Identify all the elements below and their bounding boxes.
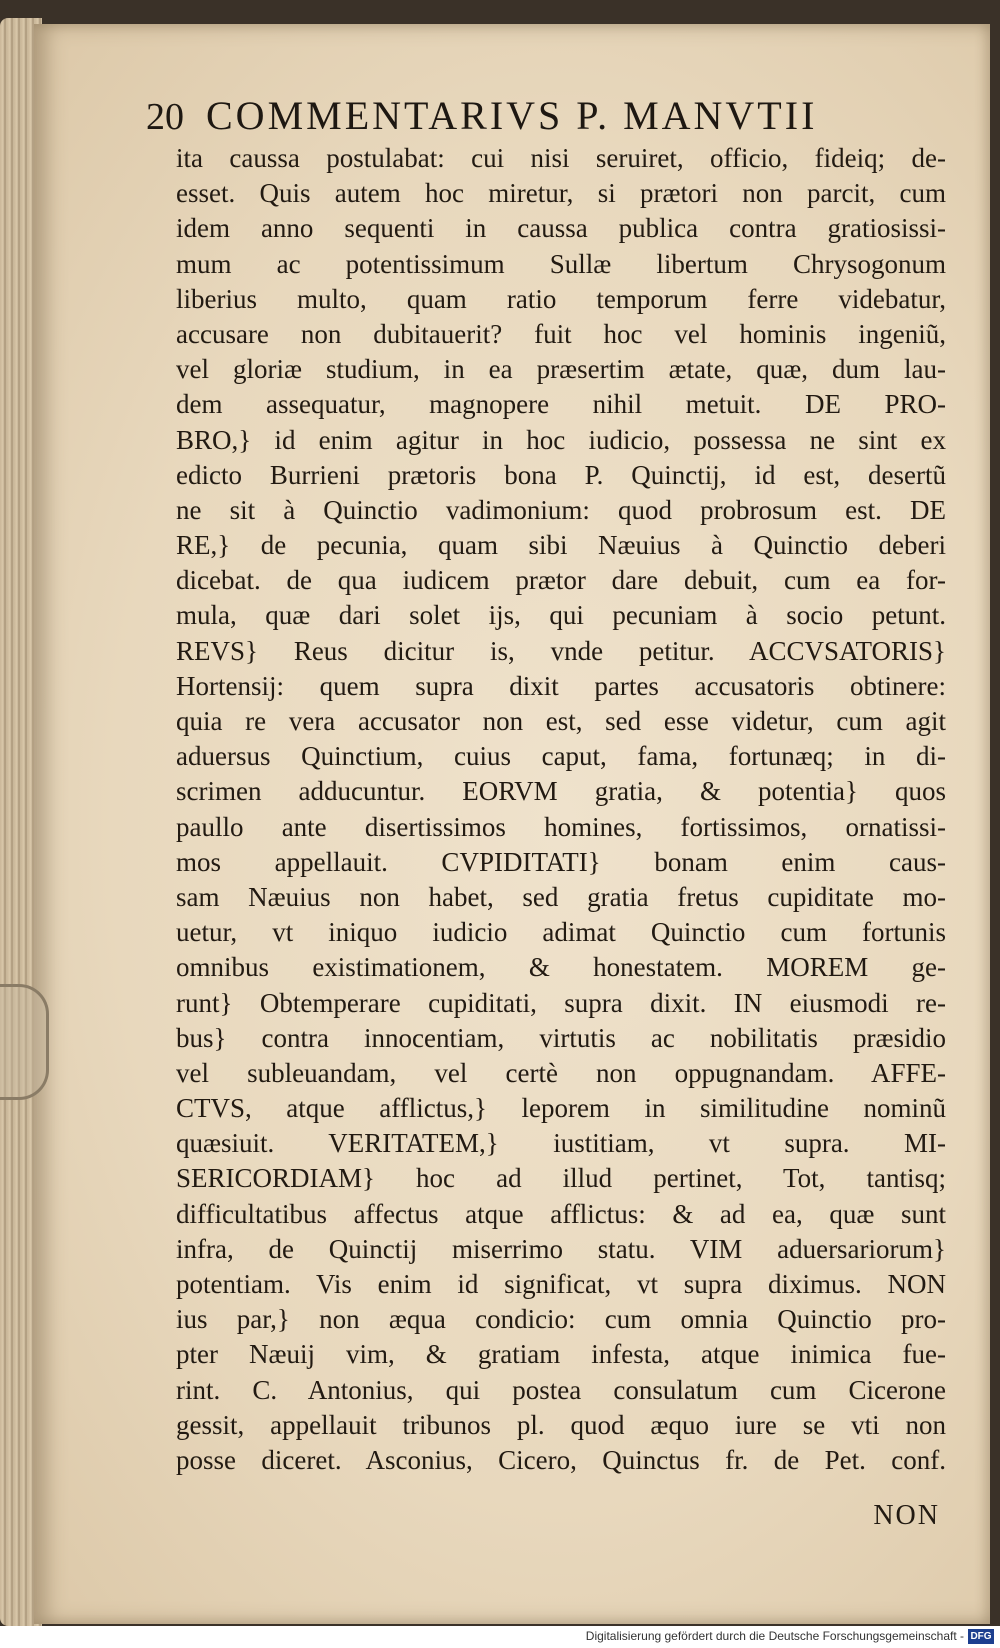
text-line: RE,} de pecunia, quam sibi Næuius à Quinctio deberi — [176, 530, 946, 561]
text-line: ne sit à Quinctio vadimonium: quod probrosum est. DE — [176, 494, 946, 525]
page-clip — [0, 984, 49, 1100]
text-line: mum ac potentissimum Sullæ libertum Chrysogonum — [176, 248, 946, 279]
page-header — [146, 92, 906, 142]
text-line: pter Næuij vim, & gratiam infesta, atque inimica fue- — [176, 1339, 946, 1370]
text-line: edicto Burrieni prætoris bona P. Quinctij, id est, desertũ — [176, 459, 946, 490]
text-line: Hortensij: quem supra dixit partes accusatoris obtinere: — [176, 670, 946, 701]
text-line: runt} Obtemperare cupiditati, supra dixit. IN eiusmodi re- — [176, 987, 946, 1018]
text-line: accusare non dubitauerit? fuit hoc vel hominis ingeniũ, — [176, 318, 946, 349]
text-line: dicebat. de qua iudicem prætor dare debuit, cum ea for- — [176, 565, 946, 596]
text-line: potentiam. Vis enim id significat, vt supra diximus. NON — [176, 1269, 946, 1299]
text-line: gessit, appellauit tribunos pl. quod æquo iure se vti non — [176, 1409, 946, 1440]
text-line: quæsiuit. VERITATEM,} iustitiam, vt supra. MI- — [176, 1128, 946, 1159]
page-number: 20 — [146, 96, 184, 138]
text-line: liberius multo, quam ratio temporum ferre videbatur, — [176, 283, 946, 314]
text-line: aduersus Quinctium, cuius caput, fama, fortunæq; in di- — [176, 741, 946, 772]
text-line: vel gloriæ studium, in ea præsertim ætate, quæ, dum lau- — [176, 354, 946, 385]
text-line: SERICORDIAM} hoc ad illud pertinet, Tot, tantisq; — [176, 1163, 946, 1194]
funding-credit: Digitalisierung gefördert durch die Deutsche Forschungsgemeinschaft - — [585, 1629, 964, 1643]
text-line: omnibus existimationem, & honestatem. MOREM ge- — [176, 952, 946, 983]
text-line: dem assequatur, magnopere nihil metuit. DE PRO- — [176, 389, 946, 420]
text-line: mos appellauit. CVPIDITATI} bonam enim caus- — [176, 846, 946, 877]
text-line: posse diceret. Asconius, Cicero, Quinctus fr. de Pet. conf. — [176, 1444, 946, 1475]
text-line: ius par,} non æqua condicio: cum omnia Quinctio pro- — [176, 1304, 946, 1335]
footer-bar — [0, 1626, 1000, 1648]
text-line: bus} contra innocentiam, virtutis ac nobilitatis præsidio — [176, 1022, 946, 1053]
text-line: quia re vera accusator non est, sed esse videtur, cum agit — [176, 706, 946, 736]
catchword: NON — [873, 1500, 940, 1531]
text-line: sam Næuius non habet, sed gratia fretus cupiditate mo- — [176, 881, 946, 912]
text-line: scrimen adducuntur. EORVM gratia, & potentia} quos — [176, 776, 946, 807]
text-line: difficultatibus affectus atque afflictus: & ad ea, quæ sunt — [176, 1198, 946, 1229]
text-line: rint. C. Antonius, qui postea consulatum cum Cicerone — [176, 1374, 946, 1405]
commentary-text — [176, 141, 946, 1478]
text-line: ita caussa postulabat: cui nisi seruiret, officio, fideiq; de- — [176, 143, 946, 173]
text-line: paullo ante disertissimos homines, fortissimos, ornatissi- — [176, 811, 946, 842]
text-line: esset. Quis autem hoc miretur, si prætori non parcit, cum — [176, 178, 946, 209]
text-line: REVS} Reus dicitur is, vnde petitur. ACCVSATORIS} — [176, 635, 946, 666]
text-line: CTVS, atque afflictus,} leporem in similitudine nominũ — [176, 1093, 946, 1124]
text-line: infra, de Quinctij miserrimo statu. VIM aduersariorum} — [176, 1233, 946, 1264]
text-line: vel subleuandam, vel certè non oppugnandam. AFFE- — [176, 1057, 946, 1088]
running-title: COMMENTARIVS P. MANVTII — [206, 93, 818, 138]
text-line: uetur, vt iniquo iudicio adimat Quinctio cum fortunis — [176, 917, 946, 948]
text-line: idem anno sequenti in caussa publica contra gratiosissi- — [176, 213, 946, 244]
dfg-logo: DFG — [968, 1629, 994, 1644]
text-line: BRO,} id enim agitur in hoc iudicio, possessa ne sint ex — [176, 424, 946, 455]
text-line: mula, quæ dari solet ijs, qui pecuniam à socio petunt. — [176, 600, 946, 631]
